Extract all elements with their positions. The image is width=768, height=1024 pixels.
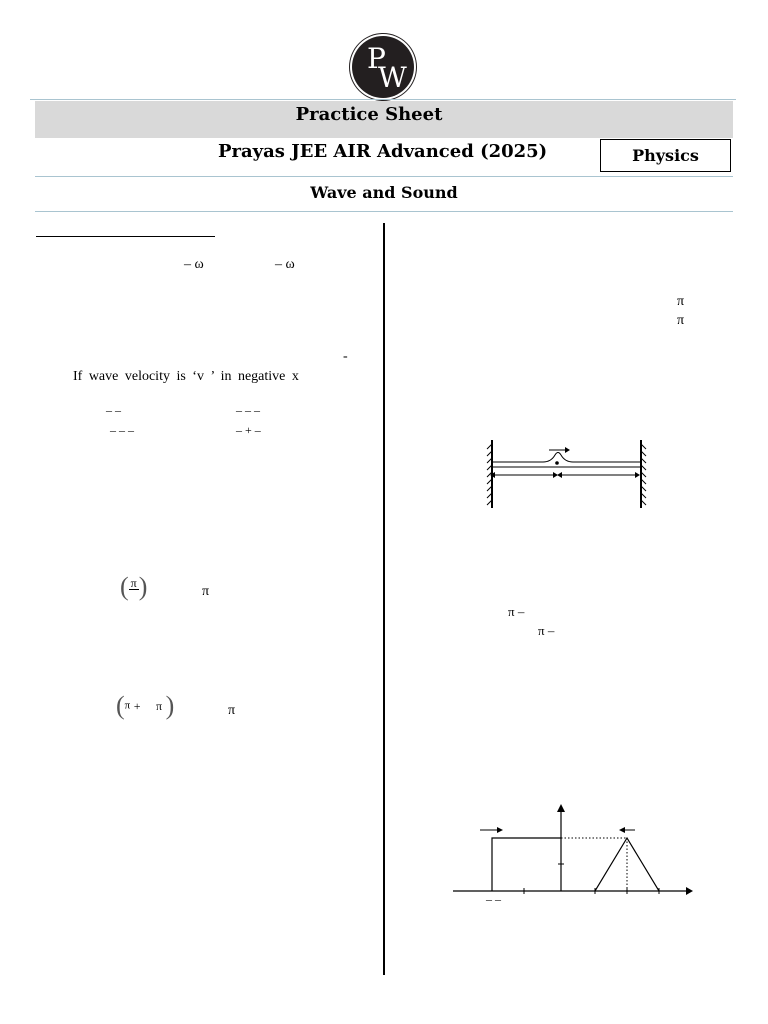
phase-expression-1: ( π )	[120, 572, 148, 601]
phase-pi-2: π	[228, 703, 236, 718]
pi-symbol-2: π	[677, 313, 685, 328]
option-row2-a: – – –	[110, 423, 134, 437]
equation-omega-a: – ω	[184, 257, 204, 272]
wave-velocity-text: If wave velocity is ‘v ’ in negative x	[73, 369, 299, 384]
graph-negative-ticks: – –	[486, 892, 501, 906]
subject-box: Physics	[600, 139, 731, 172]
column-divider	[383, 223, 385, 975]
string-pulse-figure	[485, 438, 650, 512]
equation-omega-b: – ω	[275, 257, 295, 272]
option-row2-b: – + –	[236, 423, 261, 437]
pw-logo: P W	[352, 36, 414, 98]
equation-pi-b: π –	[538, 623, 555, 638]
chapter-title: Wave and Sound	[310, 183, 458, 202]
pi-symbol-1: π	[677, 294, 685, 309]
section-underline	[36, 236, 215, 237]
dash-mark: -	[343, 349, 348, 364]
option-row1-b: – – –	[236, 403, 260, 417]
equation-pi-a: π –	[508, 604, 525, 619]
batch-title: Prayas JEE AIR Advanced (2025)	[218, 141, 548, 162]
sheet-title: Practice Sheet	[295, 104, 443, 125]
phase-expression-2: (π + π )	[116, 691, 175, 720]
header-rule-bottom	[35, 211, 733, 212]
phase-pi-1: π	[202, 584, 210, 599]
header-rule-mid	[35, 176, 733, 177]
option-row1-a: – –	[106, 403, 121, 417]
header-rule-top	[30, 99, 736, 100]
